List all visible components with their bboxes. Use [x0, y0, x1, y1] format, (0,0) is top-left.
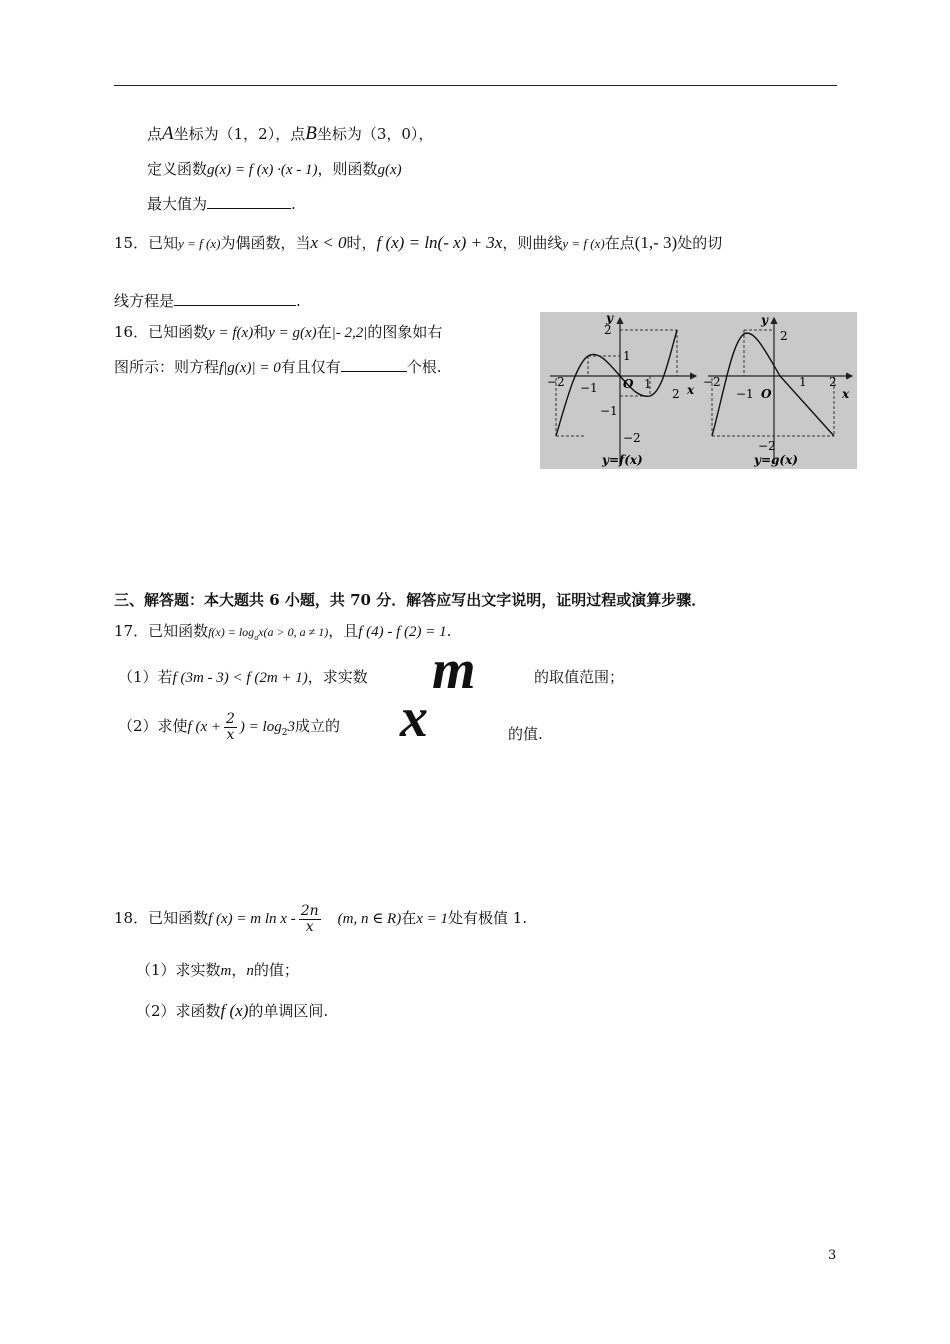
q18-part1: （1）求实数m，n的值； — [136, 961, 299, 979]
g-y-label: y — [761, 313, 768, 327]
g-guide-lines — [712, 330, 834, 436]
graphs-svg — [540, 312, 857, 469]
answer-blank[interactable] — [341, 371, 407, 372]
g-origin: O — [761, 387, 772, 401]
f-curve — [556, 330, 677, 436]
g-x-label: x — [842, 387, 850, 401]
f-tick-y-neg1: −1 — [600, 404, 618, 418]
header-rule — [114, 85, 837, 86]
q15-line1: 15．已知y = f (x)为偶函数，当x < 0时，f (x) = ln(- x) + 3x，则曲线y = f (x)在点(1,- 3)处的切 — [114, 233, 723, 252]
f-caption: y=f(x) — [602, 453, 643, 467]
graph-g — [703, 313, 852, 467]
f-y-label: y — [606, 312, 613, 325]
large-variable-m: m — [432, 639, 476, 701]
f-origin: O — [623, 377, 634, 391]
g-tick-x-1: 1 — [799, 375, 807, 389]
g-caption: y=g(x) — [754, 453, 798, 467]
q17-part2: （2）求使f (x + $\frac{2}{x}$ ) = $\log_23$成立的 — [118, 711, 340, 743]
f-x-label: x — [687, 383, 695, 397]
q17-part1-tail: 的取值范围； — [534, 668, 625, 686]
graph-f — [547, 312, 696, 467]
large-variable-x: x — [400, 687, 428, 749]
q16-line1: 16．已知函数y = f(x)和y = g(x)在|- 2,2|的图象如右 — [114, 323, 443, 341]
g-tick-x-2: 2 — [829, 375, 837, 389]
q16-line2: 图所示：则方程f|g(x)| = 0有且仅有 个根. — [114, 358, 442, 376]
f-guide-lines — [556, 330, 677, 436]
f-tick-x-neg1: −1 — [580, 381, 598, 395]
q14-line3: 最大值为 . — [147, 195, 296, 213]
g-tick-y-neg2: −2 — [758, 439, 776, 453]
f-tick-x-neg2: −2 — [547, 375, 565, 389]
g-tick-x-neg1: −1 — [736, 387, 754, 401]
f-tick-y-1: 1 — [623, 349, 631, 363]
g-curve — [712, 333, 834, 436]
g-tick-x-neg2: −2 — [703, 375, 721, 389]
q15-line2: 线方程是 . — [114, 292, 301, 310]
f-tick-x-1: 1 — [644, 377, 652, 391]
q17-part1: （1）若f (3m - 3) < f (2m + 1)，求实数 — [118, 668, 368, 686]
f-tick-y-neg2: −2 — [623, 431, 641, 445]
q14-line1: 点A坐标为（1，2），点B坐标为（3，0）， — [147, 123, 434, 144]
f-tick-y-2: 2 — [604, 323, 612, 337]
q14-line2: 定义函数g(x) = f (x) ·(x - 1)，则函数g(x) — [147, 160, 402, 178]
function-graphs-figure — [540, 312, 857, 469]
q17-stem: 17．已知函数$f(x) = \log_ax(a > 0$, a ≠ 1)，且f (4) - f (2) = 1. — [114, 622, 452, 642]
f-tick-x-2: 2 — [672, 387, 680, 401]
q18-part2: （2）求函数f (x)的单调区间. — [136, 1001, 329, 1020]
section-heading: 三、解答题：本大题共 6 小题，共 70 分．解答应写出文字说明，证明过程或演算步骤． — [114, 591, 707, 609]
answer-blank[interactable] — [174, 305, 296, 306]
g-tick-y-2: 2 — [780, 329, 788, 343]
q17-part2-tail: 的值. — [508, 725, 543, 743]
q18-stem: 18．已知函数f (x) = m ln x - $\frac{2n}{x}$ (m, n ∈ R)在x = 1处有极值 1. — [114, 903, 528, 935]
page-number: 3 — [828, 1248, 837, 1263]
answer-blank[interactable] — [207, 208, 291, 209]
